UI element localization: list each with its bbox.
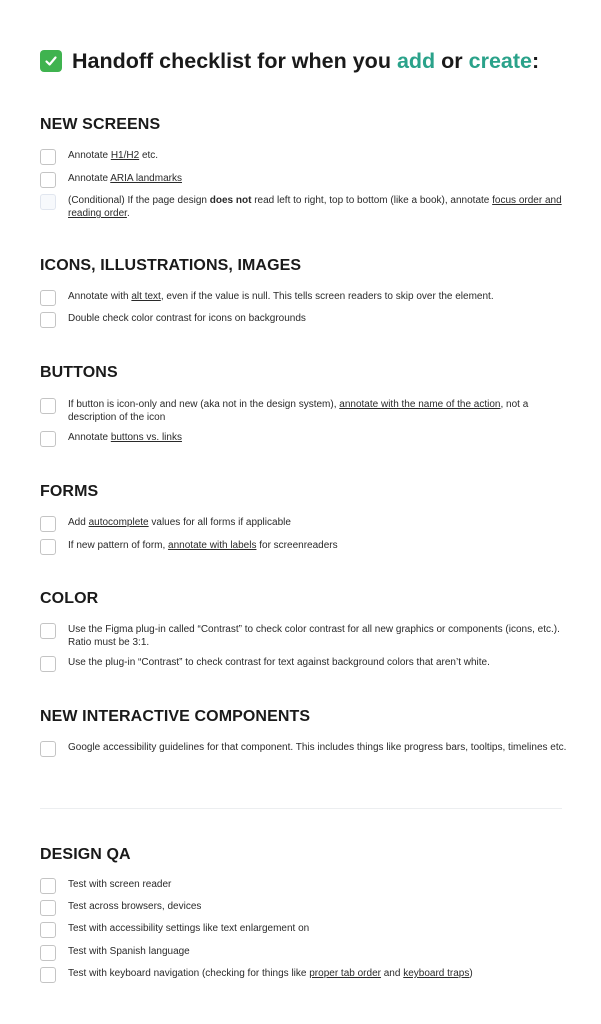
section-heading: NEW SCREENS (40, 116, 161, 133)
section-heading: FORMS (40, 483, 99, 500)
section-forms (40, 482, 570, 551)
checkbox[interactable] (40, 900, 56, 916)
title-text: Handoff checklist for when you add or create: (72, 48, 540, 73)
section-design-qa (40, 845, 570, 979)
item-text: Google accessibility guidelines for that component. This includes things like progress bars, tooltips, timelines etc. (68, 742, 567, 753)
link-aria-landmarks[interactable]: ARIA landmarks (110, 173, 182, 184)
section-heading: ICONS, ILLUSTRATIONS, IMAGES (40, 257, 302, 274)
item-text: If button is icon-only and new (aka not in the design system), annotate with the name of the action, not a description of the icon (68, 399, 529, 423)
item-text: Double check color contrast for icons on backgrounds (68, 313, 306, 324)
link-alt-text[interactable]: alt text (131, 291, 161, 302)
section-color (40, 589, 570, 668)
section-new-screens (40, 115, 570, 219)
section-new-interactive-components (40, 707, 570, 753)
item-text: Annotate H1/H2 etc. (68, 150, 159, 161)
item-text: Annotate with alt text, even if the value is null. This tells screen readers to skip over the element. (68, 291, 494, 302)
checkbox[interactable] (40, 922, 56, 938)
checkbox[interactable] (40, 398, 56, 414)
checkbox[interactable] (40, 656, 56, 672)
checkbox[interactable] (40, 878, 56, 894)
checkbox[interactable] (40, 623, 56, 639)
item-text: Use the Figma plug-in called “Contrast” to check color contrast for all new graphics or components (icons, etc.). Ratio must be 3:1. (68, 624, 560, 648)
item-text: Test with accessibility settings like text enlargement on (68, 923, 310, 934)
checkbox[interactable] (40, 194, 56, 210)
section-heading: DESIGN QA (40, 846, 131, 863)
link-annotate-action-name[interactable]: annotate with the name of the action (339, 399, 501, 410)
section-heading: BUTTONS (40, 364, 118, 381)
item-text: Test with screen reader (68, 879, 172, 890)
item-text: Annotate ARIA landmarks (68, 173, 182, 184)
link-proper-tab-order[interactable]: proper tab order (309, 968, 381, 979)
link-keyboard-traps[interactable]: keyboard traps (403, 968, 470, 979)
checkbox[interactable] (40, 431, 56, 447)
link-focus-order[interactable]: focus order and reading order (68, 195, 562, 219)
checkbox[interactable] (40, 312, 56, 328)
item-text: Add autocomplete values for all forms if applicable (68, 517, 291, 528)
item-text: (Conditional) If the page design does not read left to right, top to bottom (like a book), annotate focus order and reading order. (68, 195, 562, 219)
checkbox[interactable] (40, 741, 56, 757)
checkbox[interactable] (40, 967, 56, 983)
item-text: Test with keyboard navigation (checking for things like proper tab order and keyboard traps) (68, 968, 473, 979)
section-heading: COLOR (40, 590, 99, 607)
item-text: Test with Spanish language (68, 946, 190, 957)
link-annotate-labels[interactable]: annotate with labels (168, 540, 257, 551)
item-text: Test across browsers, devices (68, 901, 202, 912)
section-icons-illustrations-images (40, 256, 570, 324)
title-add-word: add (396, 48, 436, 73)
section-divider (40, 808, 562, 809)
title-create-word: create (468, 48, 532, 73)
page-title (40, 47, 539, 75)
checkbox[interactable] (40, 149, 56, 165)
checkbox[interactable] (40, 172, 56, 188)
item-text: Annotate buttons vs. links (68, 432, 182, 443)
checkbox[interactable] (40, 516, 56, 532)
check-mark-button-icon (40, 50, 62, 72)
checkbox[interactable] (40, 290, 56, 306)
checkbox[interactable] (40, 945, 56, 961)
section-buttons (40, 363, 570, 443)
checkbox[interactable] (40, 539, 56, 555)
link-h1-h2[interactable]: H1/H2 (110, 150, 140, 161)
link-autocomplete[interactable]: autocomplete (88, 517, 149, 528)
link-buttons-vs-links[interactable]: buttons vs. links (110, 432, 182, 443)
section-heading: NEW INTERACTIVE COMPONENTS (40, 708, 311, 725)
item-text: Use the plug-in “Contrast” to check contrast for text against background colors that aren’t white. (68, 657, 490, 668)
item-text: If new pattern of form, annotate with labels for screenreaders (68, 540, 338, 551)
